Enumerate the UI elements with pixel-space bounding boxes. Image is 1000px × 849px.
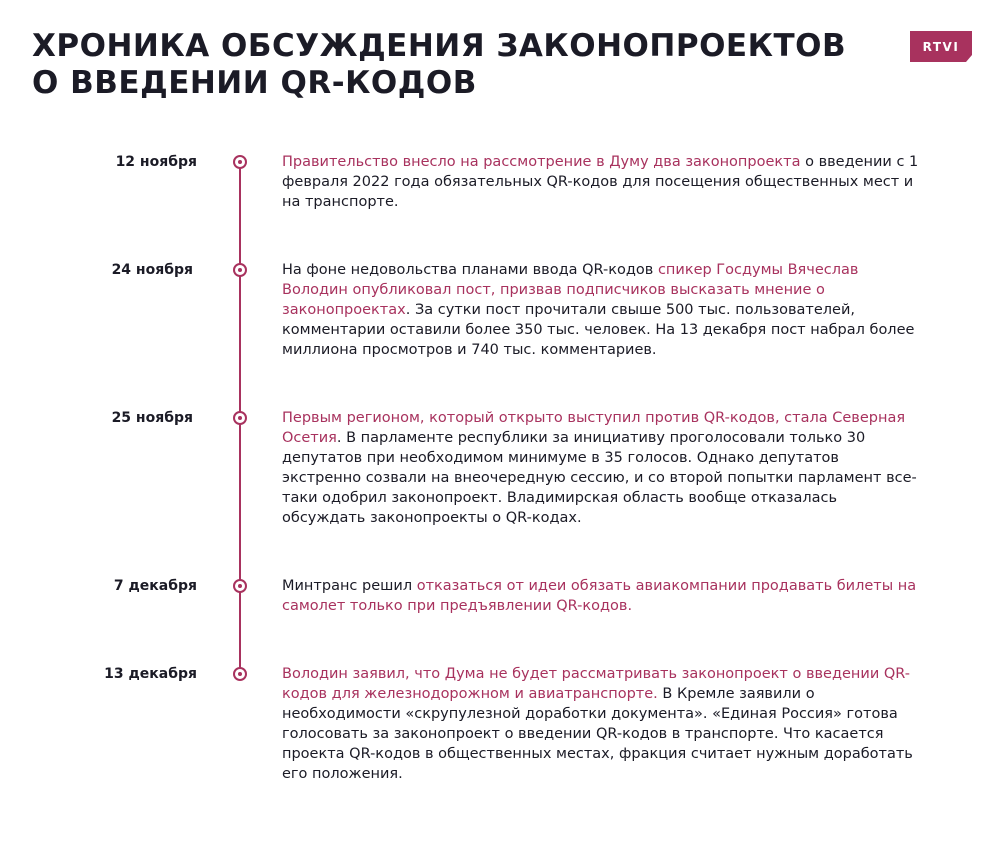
- entry-text: [282, 576, 922, 616]
- entry-text-highlight: Правительство внесло на рассмотрение в Думу два законопроекта: [282, 154, 801, 170]
- entry-date: 7 декабря: [113, 578, 197, 594]
- entry-text: [282, 260, 922, 360]
- entry-date: 24 ноября: [111, 262, 193, 278]
- entry-text-plain: Минтранс решил: [282, 578, 417, 594]
- entry-date: 13 декабря: [104, 666, 197, 682]
- entry-text-highlight: Первым регионом, который открыто выступил против QR-кодов, стала Северная Осетия: [282, 410, 906, 446]
- title-line-1: ХРОНИКА ОБСУЖДЕНИЯ ЗАКОНОПРОЕКТОВ: [32, 28, 847, 64]
- entry-text-highlight: отказаться от идеи обязать авиакомпании продавать билеты на самолет только при предъявлении QR-кодов.: [282, 578, 917, 614]
- entry-text: [282, 408, 922, 528]
- timeline-marker-icon: [233, 263, 247, 277]
- entry-date: 12 ноября: [115, 154, 197, 170]
- entry-text-highlight: спикер Госдумы Вячеслав Володин опубликовал пост, призвав подписчиков высказать мнение о законопроектах: [282, 262, 859, 318]
- entry-text-plain: В Кремле заявили о необходимости «скрупулезной доработки документа». «Единая Россия» готова голосовать за законопроект о введении QR-кодов в транспорте. Что касается проекта QR-кодов в общественных местах, фракция считает нужным доработать его положения.: [282, 686, 913, 782]
- entry-text-plain: о введении с 1 февраля 2022 года обязательных QR-кодов для посещения общественных мест и на транспорте.: [282, 154, 919, 210]
- entry-text-highlight: Володин заявил, что Дума не будет рассматривать законопроект о введении QR-кодов для железнодорожном и авиатранспорте.: [282, 666, 910, 702]
- rtvi-logo: [910, 31, 972, 62]
- page-title: [32, 28, 846, 102]
- timeline-marker-icon: [233, 579, 247, 593]
- title-line-2: О ВВЕДЕНИИ QR-КОДОВ: [32, 65, 477, 101]
- rtvi-logo-badge: [910, 31, 972, 62]
- entry-text-plain: На фоне недовольства планами ввода QR-кодов: [282, 262, 658, 278]
- entry-text: [282, 664, 922, 784]
- logo-text: RTVI: [922, 40, 960, 54]
- entry-text: [282, 152, 922, 212]
- entry-date: 25 ноября: [111, 410, 193, 426]
- entry-text-plain: . В парламенте республики за инициативу проголосовали только 30 депутатов при необходимом минимуме в 35 голосов. Однако депутатов экстренно созвали на внеочередную сессию, и со второй попытки парламент все-таки одобрил законопроект. Владимирская область вообще отказалась обсуждать законопроекты о QR-кодах.: [282, 430, 917, 526]
- entry-text-plain: . За сутки пост прочитали свыше 500 тыс. пользователей, комментарии оставили более 350 тыс. человек. На 13 декабря пост набрал более миллиона просмотров и 740 тыс. комментариев.: [282, 302, 915, 358]
- timeline-marker-icon: [233, 155, 247, 169]
- timeline-marker-icon: [233, 667, 247, 681]
- timeline-marker-icon: [233, 411, 247, 425]
